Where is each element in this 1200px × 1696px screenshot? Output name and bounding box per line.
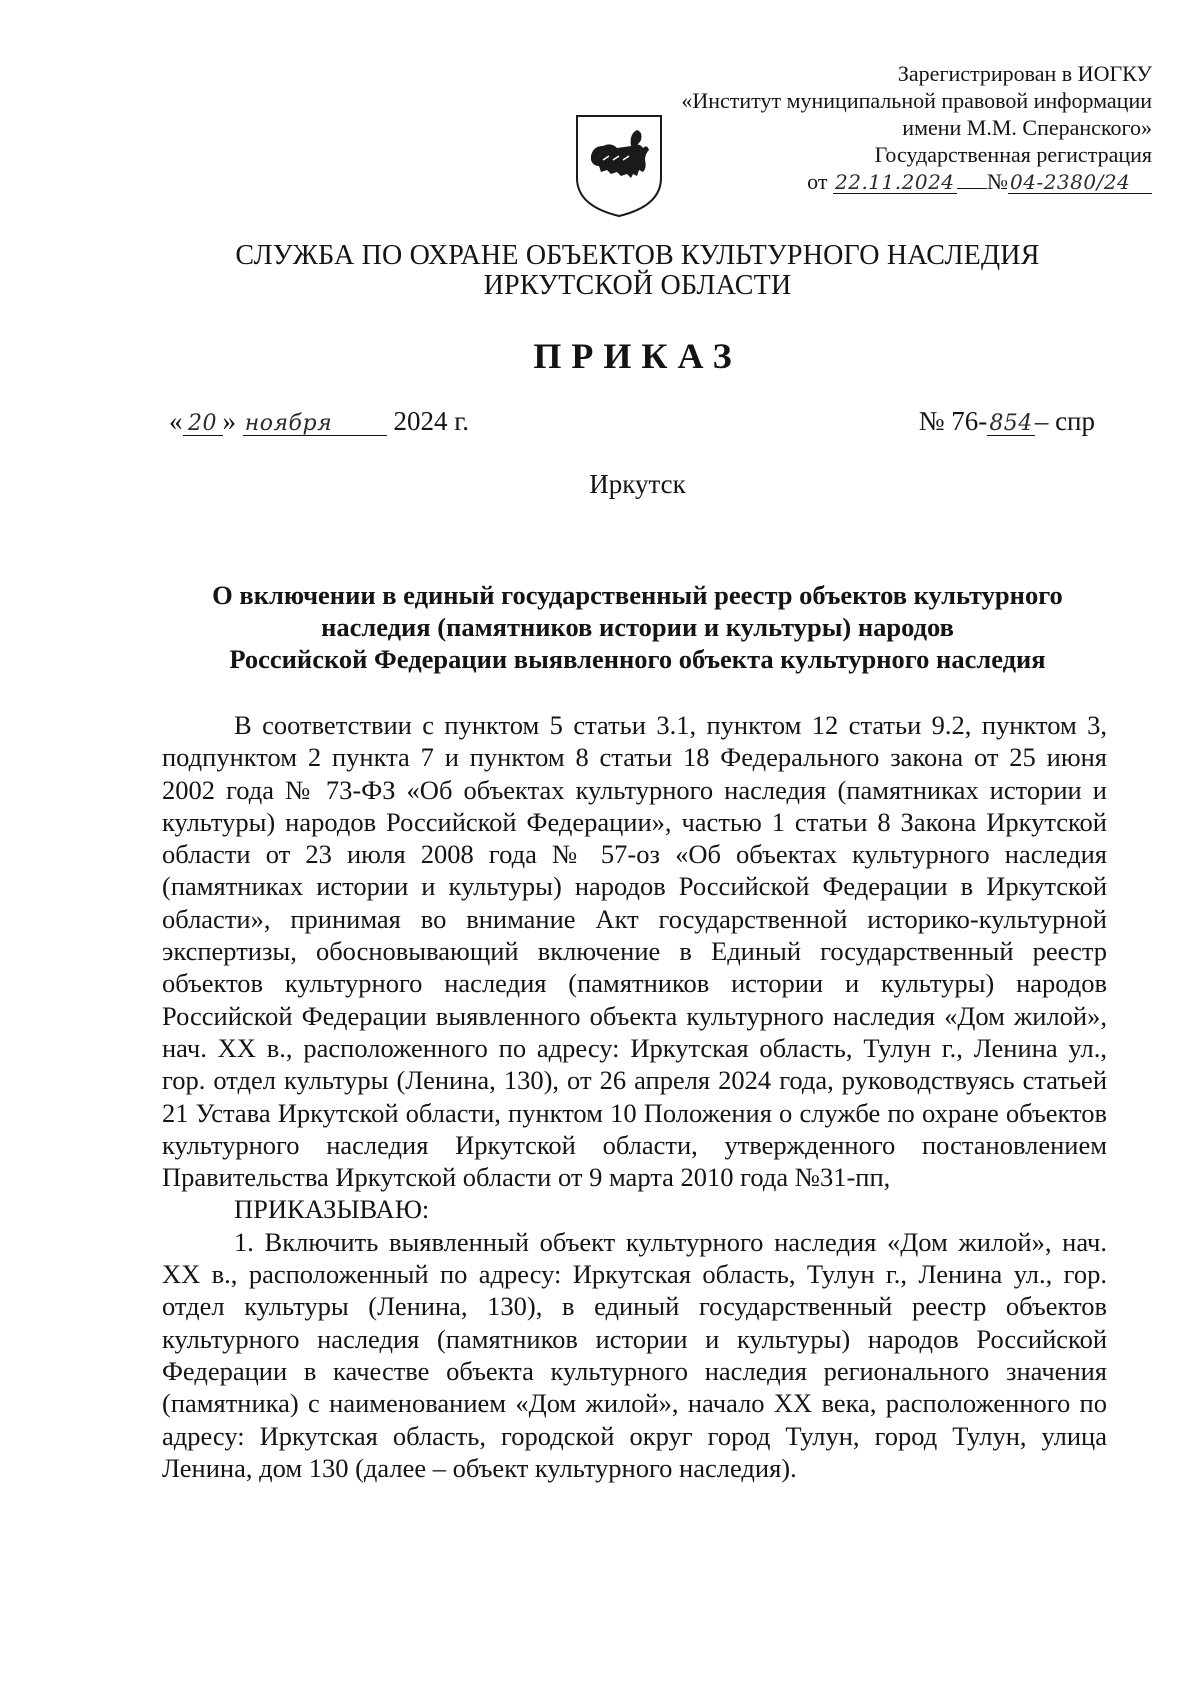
order-number-prefix: № 76- (918, 406, 988, 436)
item-1-paragraph: 1. Включить выявленный объект культурного наследия «Дом жилой», нач. XX в., расположенный по адресу: Иркутская область, Тулун г., Ленина ул., гор. отдел культуры (Ленина, 130), в единый государственный реестр объектов культурного наследия (памятников истории и культуры) народов Российской Федерации в качестве объекта культурного наследия регионального значения (памятника) с наименованием «Дом жилой», начало XX века, расположенного по адресу: Иркутская область, городской округ город Тулун, город Тулун, улица Ленина, дом 130 (далее – объект культурного наследия). (162, 1226, 1107, 1483)
organization-line-1: СЛУЖБА ПО ОХРАНЕ ОБЪЕКТОВ КУЛЬТУРНОГО НАСЛЕДИЯ (235, 240, 1040, 271)
date-close-quote: » (222, 406, 236, 436)
registration-number-prefix: № (987, 169, 1008, 194)
date-open-quote: « (169, 406, 183, 436)
registration-line-3: имени М.М. Сперанского» (902, 115, 1152, 140)
order-date (169, 405, 469, 437)
registration-date-handwritten: 22.11.2024 (833, 171, 957, 194)
city: Иркутск (589, 469, 686, 499)
order-number-handwritten: 854 (989, 411, 1033, 436)
subject-line-2: наследия (памятников истории и культуры) народов (321, 612, 954, 642)
document-body (162, 709, 1107, 1484)
order-title: ПРИКАЗ (533, 336, 742, 376)
order-number (919, 405, 1095, 437)
organization-line-2: ИРКУТСКОЙ ОБЛАСТИ (483, 270, 792, 301)
subject-line-3: Российской Федерации выявленного объекта культурного наследия (229, 644, 1046, 674)
order-number-suffix: – спр (1034, 406, 1095, 436)
registration-line-2: «Институт муниципальной правовой информации (681, 88, 1152, 113)
registration-number-handwritten: 04-2380/24 (1008, 171, 1152, 194)
registration-block (681, 60, 1152, 195)
document-subject (150, 579, 1125, 675)
registration-line-4: Государственная регистрация (874, 142, 1152, 167)
date-month-handwritten: ноября (243, 413, 387, 436)
preamble-paragraph: В соответствии с пунктом 5 статьи 3.1, пунктом 12 статьи 9.2, пунктом 3, подпунктом 2 пункта 7 и пунктом 8 статьи 18 Федерального закона от 25 июня 2002 года № 73-ФЗ «Об объектах культурного наследия (памятниках истории и культуры) народов Российской Федерации», частью 1 статьи 8 Закона Иркутской области от 23 июля 2008 года № 57-оз «Об объектах культурного наследия (памятниках истории и культуры) народов Российской Федерации в Иркутской области», принимая во внимание Акт государственной историко-культурной экспертизы, обосновывающий включение в Единый государственный реестр объектов культурного наследия (памятников истории и культуры) народов Российской Федерации выявленного объекта культурного наследия «Дом жилой», нач. XX в., расположенного по адресу: Иркутская область, Тулун г., Ленина ул., гор. отдел культуры (Ленина, 130), от 26 апреля 2024 года, руководствуясь статьей 21 Устава Иркутской области, пунктом 10 Положения о службе по охране объектов культурного наследия Иркутской области, утвержденного постановлением Правительства Иркутской области от 9 марта 2010 года №31-пп, (162, 710, 1107, 1193)
organization-heading (0, 241, 1200, 301)
subject-line-1: О включении в единый государственный реестр объектов культурного (212, 580, 1063, 610)
registration-date-prefix: от (807, 169, 828, 194)
registration-line-1: Зарегистрирован в ИОГКУ (897, 61, 1152, 86)
date-year: 2024 г. (393, 406, 470, 436)
date-day-handwritten: 20 (183, 413, 223, 436)
registration-reference (681, 168, 1152, 195)
coat-of-arms-icon (573, 112, 665, 220)
registration-underline (957, 170, 987, 189)
order-word: ПРИКАЗЫВАЮ: (234, 1194, 430, 1225)
